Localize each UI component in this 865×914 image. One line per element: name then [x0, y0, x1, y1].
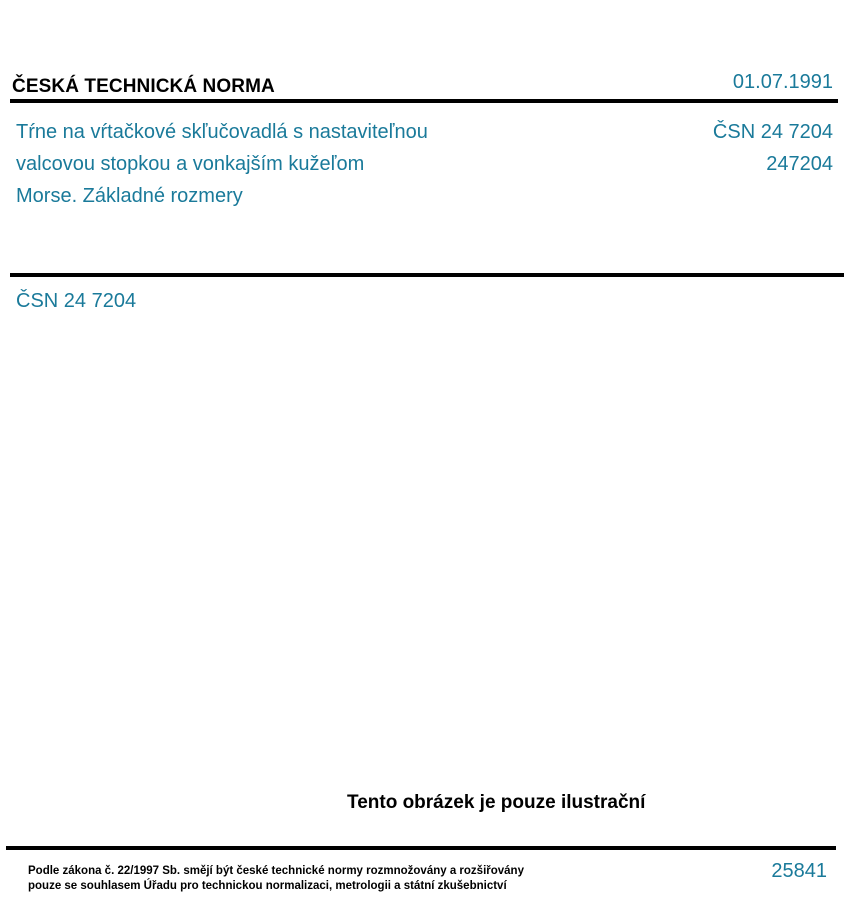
class-number: 247204 — [766, 153, 833, 175]
section-divider — [10, 273, 844, 277]
legal-notice-line: pouze se souhlasem Úřadu pro technickou normalizaci, metrologii a státní zkušebnictví — [28, 880, 507, 892]
header-divider — [10, 99, 838, 103]
document-title-line: valcovou stopkou a vonkajším kužeľom — [16, 153, 365, 175]
norm-label: ČESKÁ TECHNICKÁ NORMA — [12, 76, 275, 97]
footer-divider — [6, 846, 836, 850]
document-title — [16, 116, 428, 212]
publication-date: 01.07.1991 — [732, 71, 833, 93]
document-number: 25841 — [771, 860, 827, 882]
illustration-note: Tento obrázek je pouze ilustrační — [347, 792, 646, 813]
document-title-line: Tŕne na vŕtačkové skľučovadlá s nastaviteľnou — [16, 121, 428, 143]
document-codes — [713, 116, 833, 180]
standard-code: ČSN 24 7204 — [712, 121, 833, 143]
section-standard-code: ČSN 24 7204 — [16, 290, 137, 312]
legal-notice — [28, 864, 524, 894]
legal-notice-line: Podle zákona č. 22/1997 Sb. smějí být české technické normy rozmnožovány a rozšiřovány — [28, 865, 524, 877]
document-title-line: Morse. Základné rozmery — [16, 185, 243, 207]
